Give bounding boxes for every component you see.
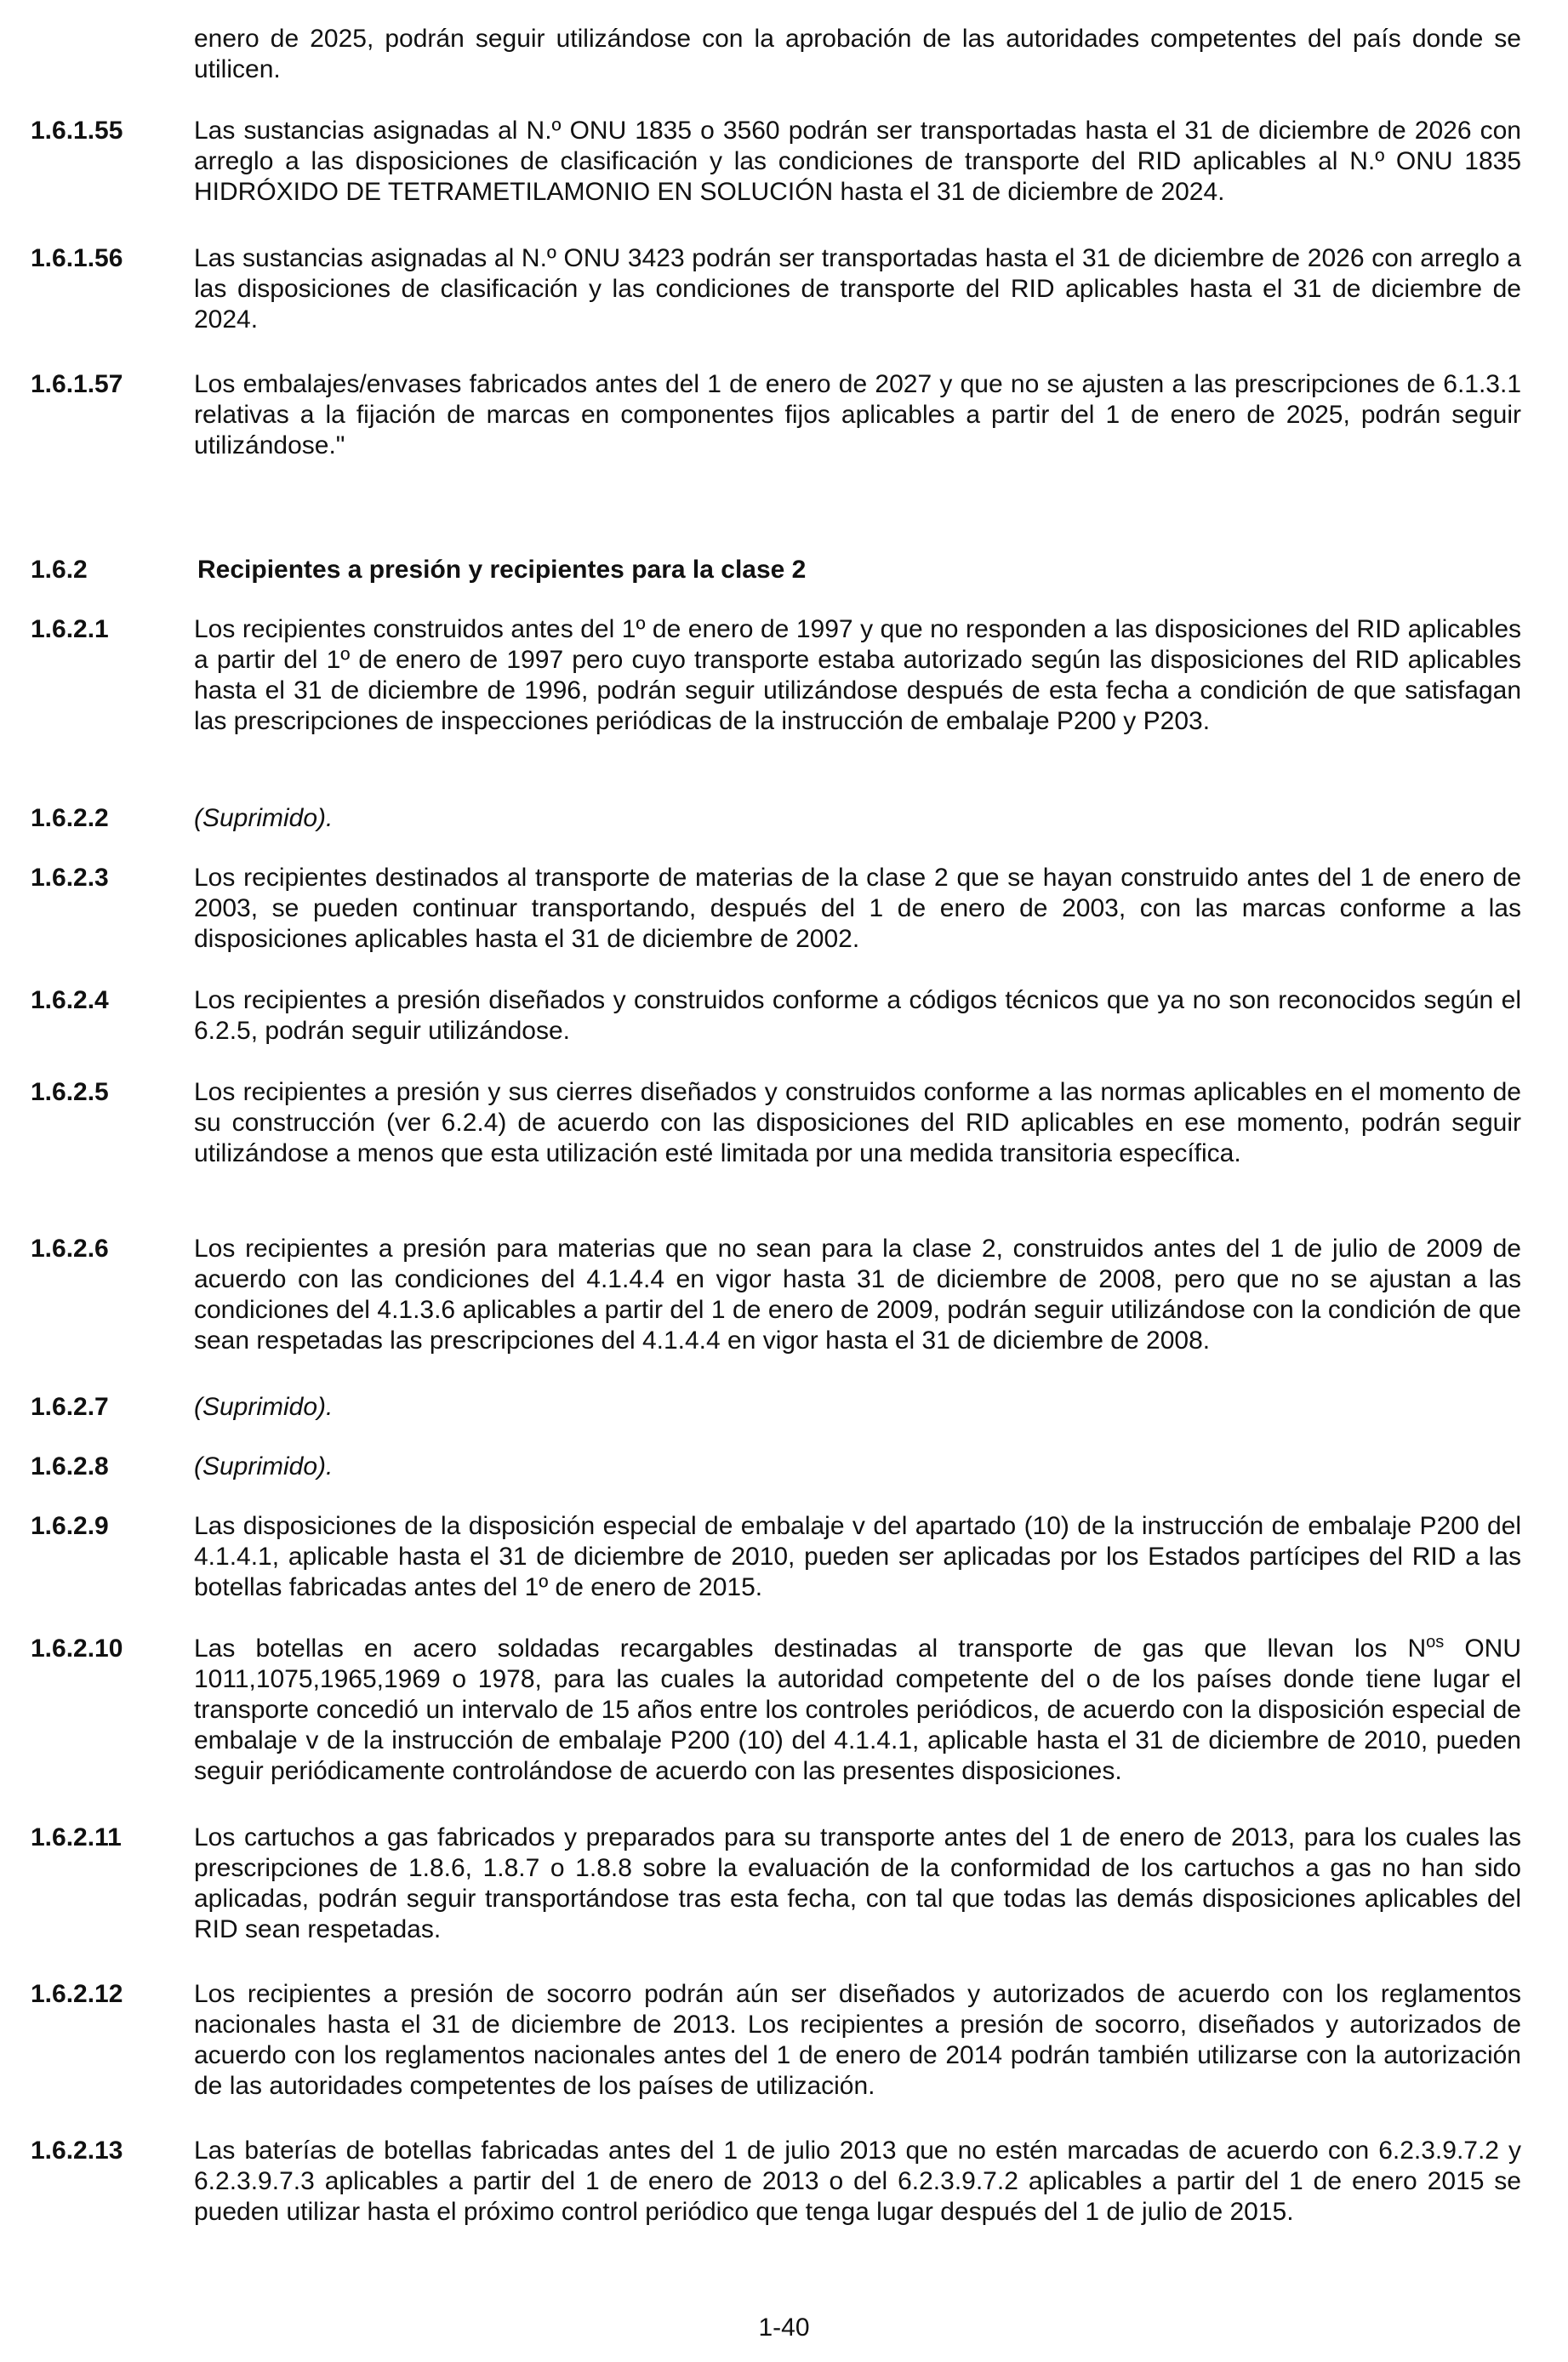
clause-number: 1.6.1.56 [31,244,123,272]
clause-text: Los recipientes destinados al transporte de materias de la clase 2 que se hayan construido antes del 1 de enero de 2003, se pueden continuar transportando, después del 1 de enero de 2003, con las marcas conforme a las disposiciones aplicables hasta el 31 de diciembre de 2002. [194,864,1521,953]
clause-text: Las baterías de botellas fabricadas antes del 1 de julio 2013 que no estén marcadas de acuerdo con 6.2.3.9.7.2 y 6.2.3.9.7.3 aplicables a partir del 1 de enero de 2013 o del 6.2.3.9.7.2 aplicables a partir del 1 de enero 2015 se pueden utilizar hasta el próximo control periódico que tenga lugar después del 1 de julio de 2015. [194,2137,1521,2226]
clause-text: Los recipientes a presión y sus cierres diseñados y construidos conforme a las normas aplicables en el momento de su construcción (ver 6.2.4) de acuerdo con las disposiciones del RID aplicables en ese momento, podrán seguir utilizándose a menos que esta utilización esté limitada por una medida transitoria específica. [194,1078,1521,1167]
section-number: 1.6.2 [31,556,88,584]
clause-text: Los recipientes a presión de socorro podrán aún ser diseñados y autorizados de acuerdo con los reglamentos nacionales hasta el 31 de diciembre de 2013. Los recipientes a presión de socorro, diseñados y autorizados de acuerdo con los reglamentos nacionales antes del 1 de enero de 2014 podrán también utilizarse con la autorización de las autoridades competentes de los países de utilización. [194,1980,1521,2100]
clause-number: 1.6.2.6 [31,1235,109,1263]
clause-number: 1.6.1.57 [31,370,123,398]
clause-text: Los embalajes/envases fabricados antes del 1 de enero de 2027 y que no se ajusten a las prescripciones de 6.1.3.1 relativas a la fijación de marcas en componentes fijos aplicables a partir del 1 de enero de 2025, podrán seguir utilizándose." [194,370,1521,459]
clause-text: Los recipientes a presión para materias que no sean para la clase 2, construidos antes del 1 de julio de 2009 de acuerdo con las condiciones del 4.1.4.4 en vigor hasta 31 de diciembre de 2008, pero que no se ajustan a las condiciones del 4.1.3.6 aplicables a partir del 1 de enero de 2009, podrán seguir utilizándose con la condición de que sean respetadas las prescripciones del 4.1.4.4 en vigor hasta el 31 de diciembre de 2008. [194,1235,1521,1355]
clause-text: (Suprimido). [194,804,334,832]
clause-number: 1.6.2.10 [31,1635,123,1663]
clause-text: (Suprimido). [194,1452,334,1481]
clause-text: Las sustancias asignadas al N.º ONU 1835 o 3560 podrán ser transportadas hasta el 31 de diciembre de 2026 con arreglo a las disposiciones de clasificación y las condiciones de transporte del RID aplicables al N.º ONU 1835 HIDRÓXIDO DE TETRAMETILAMONIO EN SOLUCIÓN hasta el 31 de diciembre de 2024. [194,117,1521,206]
clause-number: 1.6.2.12 [31,1980,123,2008]
continued-paragraph: enero de 2025, podrán seguir utilizándose con la aprobación de las autoridades competentes del país donde se utilicen. [194,25,1521,83]
clause-number: 1.6.1.55 [31,117,123,145]
clause-text-part: ONU 1011,1075,1965,1969 o 1978, para las cuales la autoridad competente del o de los países donde tiene lugar el transporte concedió un intervalo de 15 años entre los controles periódicos, de acuerdo con la disposición especial de embalaje v de la instrucción de embalaje P200 (10) del 4.1.4.1, aplicable hasta el 31 de diciembre de 2010, pueden seguir periódicamente controlándose de acuerdo con las presentes disposiciones. [194,1635,1522,1785]
clause-number: 1.6.2.3 [31,864,109,892]
page-number: 1-40 [758,2314,810,2342]
clause-text: Los recipientes a presión diseñados y construidos conforme a códigos técnicos que ya no son reconocidos según el 6.2.5, podrán seguir utilizándose. [194,986,1521,1045]
superscript-os: os [1426,1633,1445,1652]
clause-number: 1.6.2.7 [31,1393,109,1421]
clause-text: Las disposiciones de la disposición especial de embalaje v del apartado (10) de la instrucción de embalaje P200 del 4.1.4.1, aplicable hasta el 31 de diciembre de 2010, pueden ser aplicadas por los Estados partícipes del RID a las botellas fabricadas antes del 1º de enero de 2015. [194,1512,1521,1601]
clause-text [194,1634,1521,1787]
clause-number: 1.6.2.13 [31,2137,123,2165]
clause-number: 1.6.2.5 [31,1078,109,1106]
clause-number: 1.6.2.4 [31,986,109,1014]
clause-text: (Suprimido). [194,1393,334,1421]
clause-text: Los recipientes construidos antes del 1º de enero de 1997 y que no responden a las disposiciones del RID aplicables a partir del 1º de enero de 1997 pero cuyo transporte estaba autorizado según las disposiciones del RID aplicables hasta el 31 de diciembre de 1996, podrán seguir utilizándose después de esta fecha a condición de que satisfagan las prescripciones de inspecciones periódicas de la instrucción de embalaje P200 y P203. [194,615,1521,735]
clause-text: Los cartuchos a gas fabricados y preparados para su transporte antes del 1 de enero de 2013, para los cuales las prescripciones de 1.8.6, 1.8.7 o 1.8.8 sobre la evaluación de la conformidad de los cartuchos a gas no han sido aplicadas, podrán seguir transportándose tras esta fecha, con tal que todas las demás disposiciones aplicables del RID sean respetadas. [194,1823,1521,1943]
clause-text-part: Las botellas en acero soldadas recargables destinadas al transporte de gas que llevan los N [194,1635,1427,1663]
clause-number: 1.6.2.1 [31,615,109,643]
clause-number: 1.6.2.8 [31,1452,109,1481]
clause-text: Las sustancias asignadas al N.º ONU 3423 podrán ser transportadas hasta el 31 de diciembre de 2026 con arreglo a las disposiciones de clasificación y las condiciones de transporte del RID aplicables hasta el 31 de diciembre de 2024. [194,244,1521,334]
section-title: Recipientes a presión y recipientes para la clase 2 [197,556,807,584]
clause-number: 1.6.2.2 [31,804,109,832]
clause-number: 1.6.2.11 [31,1823,122,1851]
clause-number: 1.6.2.9 [31,1512,109,1540]
